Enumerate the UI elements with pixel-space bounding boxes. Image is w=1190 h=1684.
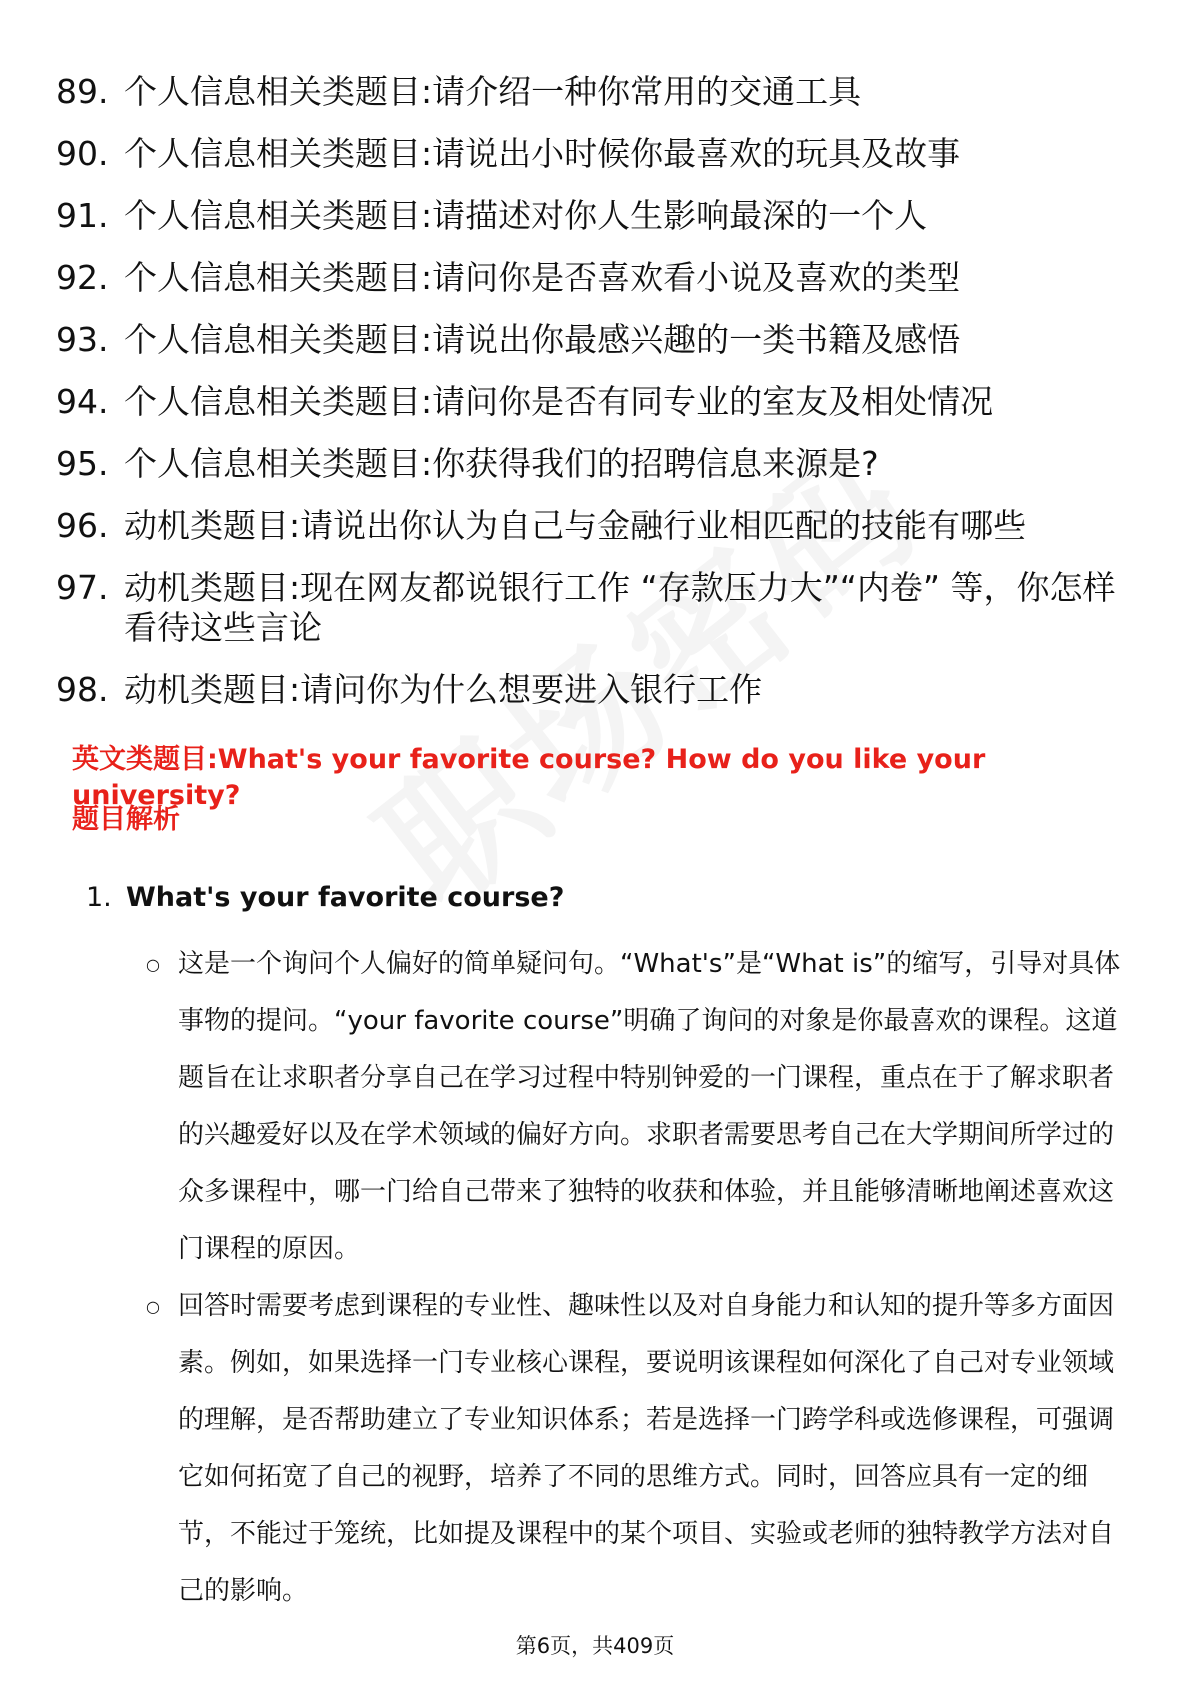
item-number: 89. bbox=[56, 72, 109, 111]
list-item bbox=[56, 444, 1136, 484]
bullet-text: 回答时需要考虑到课程的专业性、趣味性以及对自身能力和认知的提升等多方面因素。例如，如果选择一门专业核心课程，要说明该课程如何深化了自己对专业领域的理解，是否帮助建立了专业知识体系；若是选择一门跨学科或选修课程，可强调它如何拓宽了自己的视野，培养了不同的思维方式。同时，回答应具有一定的细节，不能过于笼统，比如提及课程中的某个项目、实验或老师的独特教学方法对自己的影响。 bbox=[178, 1291, 1115, 1606]
page-footer: 第6页，共409页 bbox=[515, 1634, 675, 1658]
section-heading-text: What's your favorite course? bbox=[126, 882, 565, 913]
list-item bbox=[146, 1278, 1126, 1620]
analysis-label: 题目解析 bbox=[72, 804, 180, 835]
item-number: 92. bbox=[56, 258, 109, 297]
question-list bbox=[56, 72, 1136, 732]
item-text: 动机类题目:请问你为什么想要进入银行工作 bbox=[124, 670, 763, 709]
list-item bbox=[56, 134, 1136, 174]
list-item bbox=[56, 382, 1136, 422]
item-text: 个人信息相关类题目:请介绍一种你常用的交通工具 bbox=[124, 72, 862, 111]
bullet-circle-icon: ○ bbox=[146, 1297, 160, 1316]
item-number: 90. bbox=[56, 134, 109, 173]
bullet-circle-icon: ○ bbox=[146, 955, 160, 974]
item-text: 个人信息相关类题目:请问你是否有同专业的室友及相处情况 bbox=[124, 382, 994, 421]
item-number: 91. bbox=[56, 196, 109, 235]
item-text: 个人信息相关类题目:请描述对你人生影响最深的一个人 bbox=[124, 196, 928, 235]
list-item bbox=[146, 936, 1126, 1278]
item-text: 个人信息相关类题目:请说出你最感兴趣的一类书籍及感悟 bbox=[124, 320, 961, 359]
list-item bbox=[56, 568, 1136, 648]
item-text: 个人信息相关类题目:请说出小时候你最喜欢的玩具及故事 bbox=[124, 134, 961, 173]
list-item bbox=[56, 258, 1136, 298]
list-item bbox=[56, 670, 1136, 710]
item-number: 93. bbox=[56, 320, 109, 359]
list-item bbox=[56, 320, 1136, 360]
item-number: 95. bbox=[56, 444, 109, 483]
item-number: 94. bbox=[56, 382, 109, 421]
item-number: 98. bbox=[56, 670, 109, 709]
english-question-title: 英文类题目:What's your favorite course? How do you like your university? bbox=[72, 744, 986, 811]
item-text: 动机类题目:现在网友都说银行工作 “存款压力大”“内卷” 等，你怎样看待这些言论 bbox=[124, 568, 1116, 647]
list-item bbox=[56, 506, 1136, 546]
item-text: 个人信息相关类题目:请问你是否喜欢看小说及喜欢的类型 bbox=[124, 258, 961, 297]
bullet-text: 这是一个询问个人偏好的简单疑问句。“What's”是“What is”的缩写，引导对具体事物的提问。“your favorite course”明确了询问的对象是你最喜欢的课程。这道题旨在让求职者分享自己在学习过程中特别钟爱的一门课程，重点在于了解求职者的兴趣爱好以及在学术领域的偏好方向。求职者需要思考自己在大学期间所学过的众多课程中，哪一门给自己带来了独特的收获和体验，并且能够清晰地阐述喜欢这门课程的原因。 bbox=[178, 949, 1121, 1264]
list-item bbox=[56, 196, 1136, 236]
analysis-section bbox=[86, 880, 1126, 1620]
item-number: 96. bbox=[56, 506, 109, 545]
section-heading bbox=[86, 880, 1126, 916]
list-item bbox=[56, 72, 1136, 112]
item-text: 动机类题目:请说出你认为自己与金融行业相匹配的技能有哪些 bbox=[124, 506, 1027, 545]
item-number: 97. bbox=[56, 568, 109, 607]
section-number: 1. bbox=[86, 882, 112, 913]
item-text: 个人信息相关类题目:你获得我们的招聘信息来源是? bbox=[124, 444, 879, 483]
